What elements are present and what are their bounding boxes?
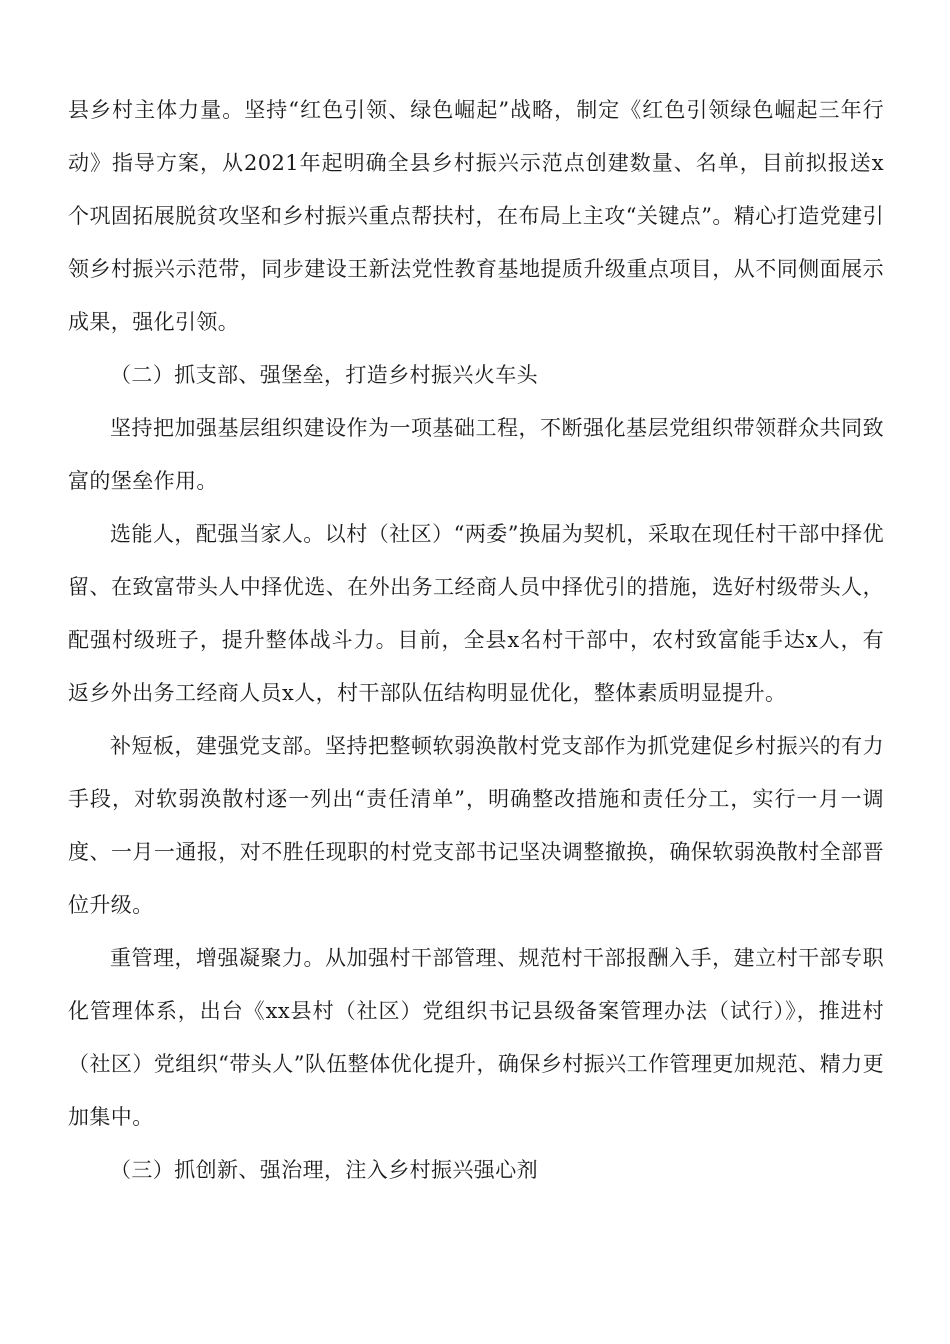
paragraph-strengthen-branch: 补短板，建强党支部。坚持把整顿软弱涣散村党支部作为抓党建促乡村振兴的有力手段，对软弱涣散村逐一列出“责任清单”，明确整改措施和责任分工，实行一月一调度、一月一通报，对不胜任现职的村党支部书记坚决调整撤换，确保软弱涣散村全部晋位升级。 (68, 734, 884, 917)
section-heading-3: （三）抓创新、强治理，注入乡村振兴强心剂 (110, 1158, 538, 1182)
paragraph-continuation: 县乡村主体力量。坚持“红色引领、绿色崛起”战略，制定《红色引领绿色崛起三年行动》指导方案，从2021年起明确全县乡村振兴示范点创建数量、名单，目前拟报送x个巩固拓展脱贫攻坚和乡村振兴重点帮扶村，在布局上主攻“关键点”。精心打造党建引领乡村振兴示范带，同步建设王新法党性教育基地提质升级重点项目，从不同侧面展示成果，强化引领。 (68, 98, 884, 334)
document-body (68, 84, 884, 1197)
section-heading-2: （二）抓支部、强堡垒，打造乡村振兴火车头 (110, 363, 538, 387)
paragraph-management: 重管理，增强凝聚力。从加强村干部管理、规范村干部报酬入手，建立村干部专职化管理体系，出台《xx县村（社区）党组织书记县级备案管理办法（试行）》，推进村（社区）党组织“带头人”队伍整体优化提升，确保乡村振兴工作管理更加规范、精力更加集中。 (68, 946, 884, 1129)
paragraph-foundation: 坚持把加强基层组织建设作为一项基础工程，不断强化基层党组织带领群众共同致富的堡垒作用。 (68, 416, 884, 493)
paragraph-select-leaders: 选能人，配强当家人。以村（社区）“两委”换届为契机，采取在现任村干部中择优留、在致富带头人中择优选、在外出务工经商人员中择优引的措施，选好村级带头人，配强村级班子，提升整体战斗力。目前，全县x名村干部中，农村致富能手达x人，有返乡外出务工经商人员x人，村干部队伍结构明显优化，整体素质明显提升。 (68, 522, 884, 705)
